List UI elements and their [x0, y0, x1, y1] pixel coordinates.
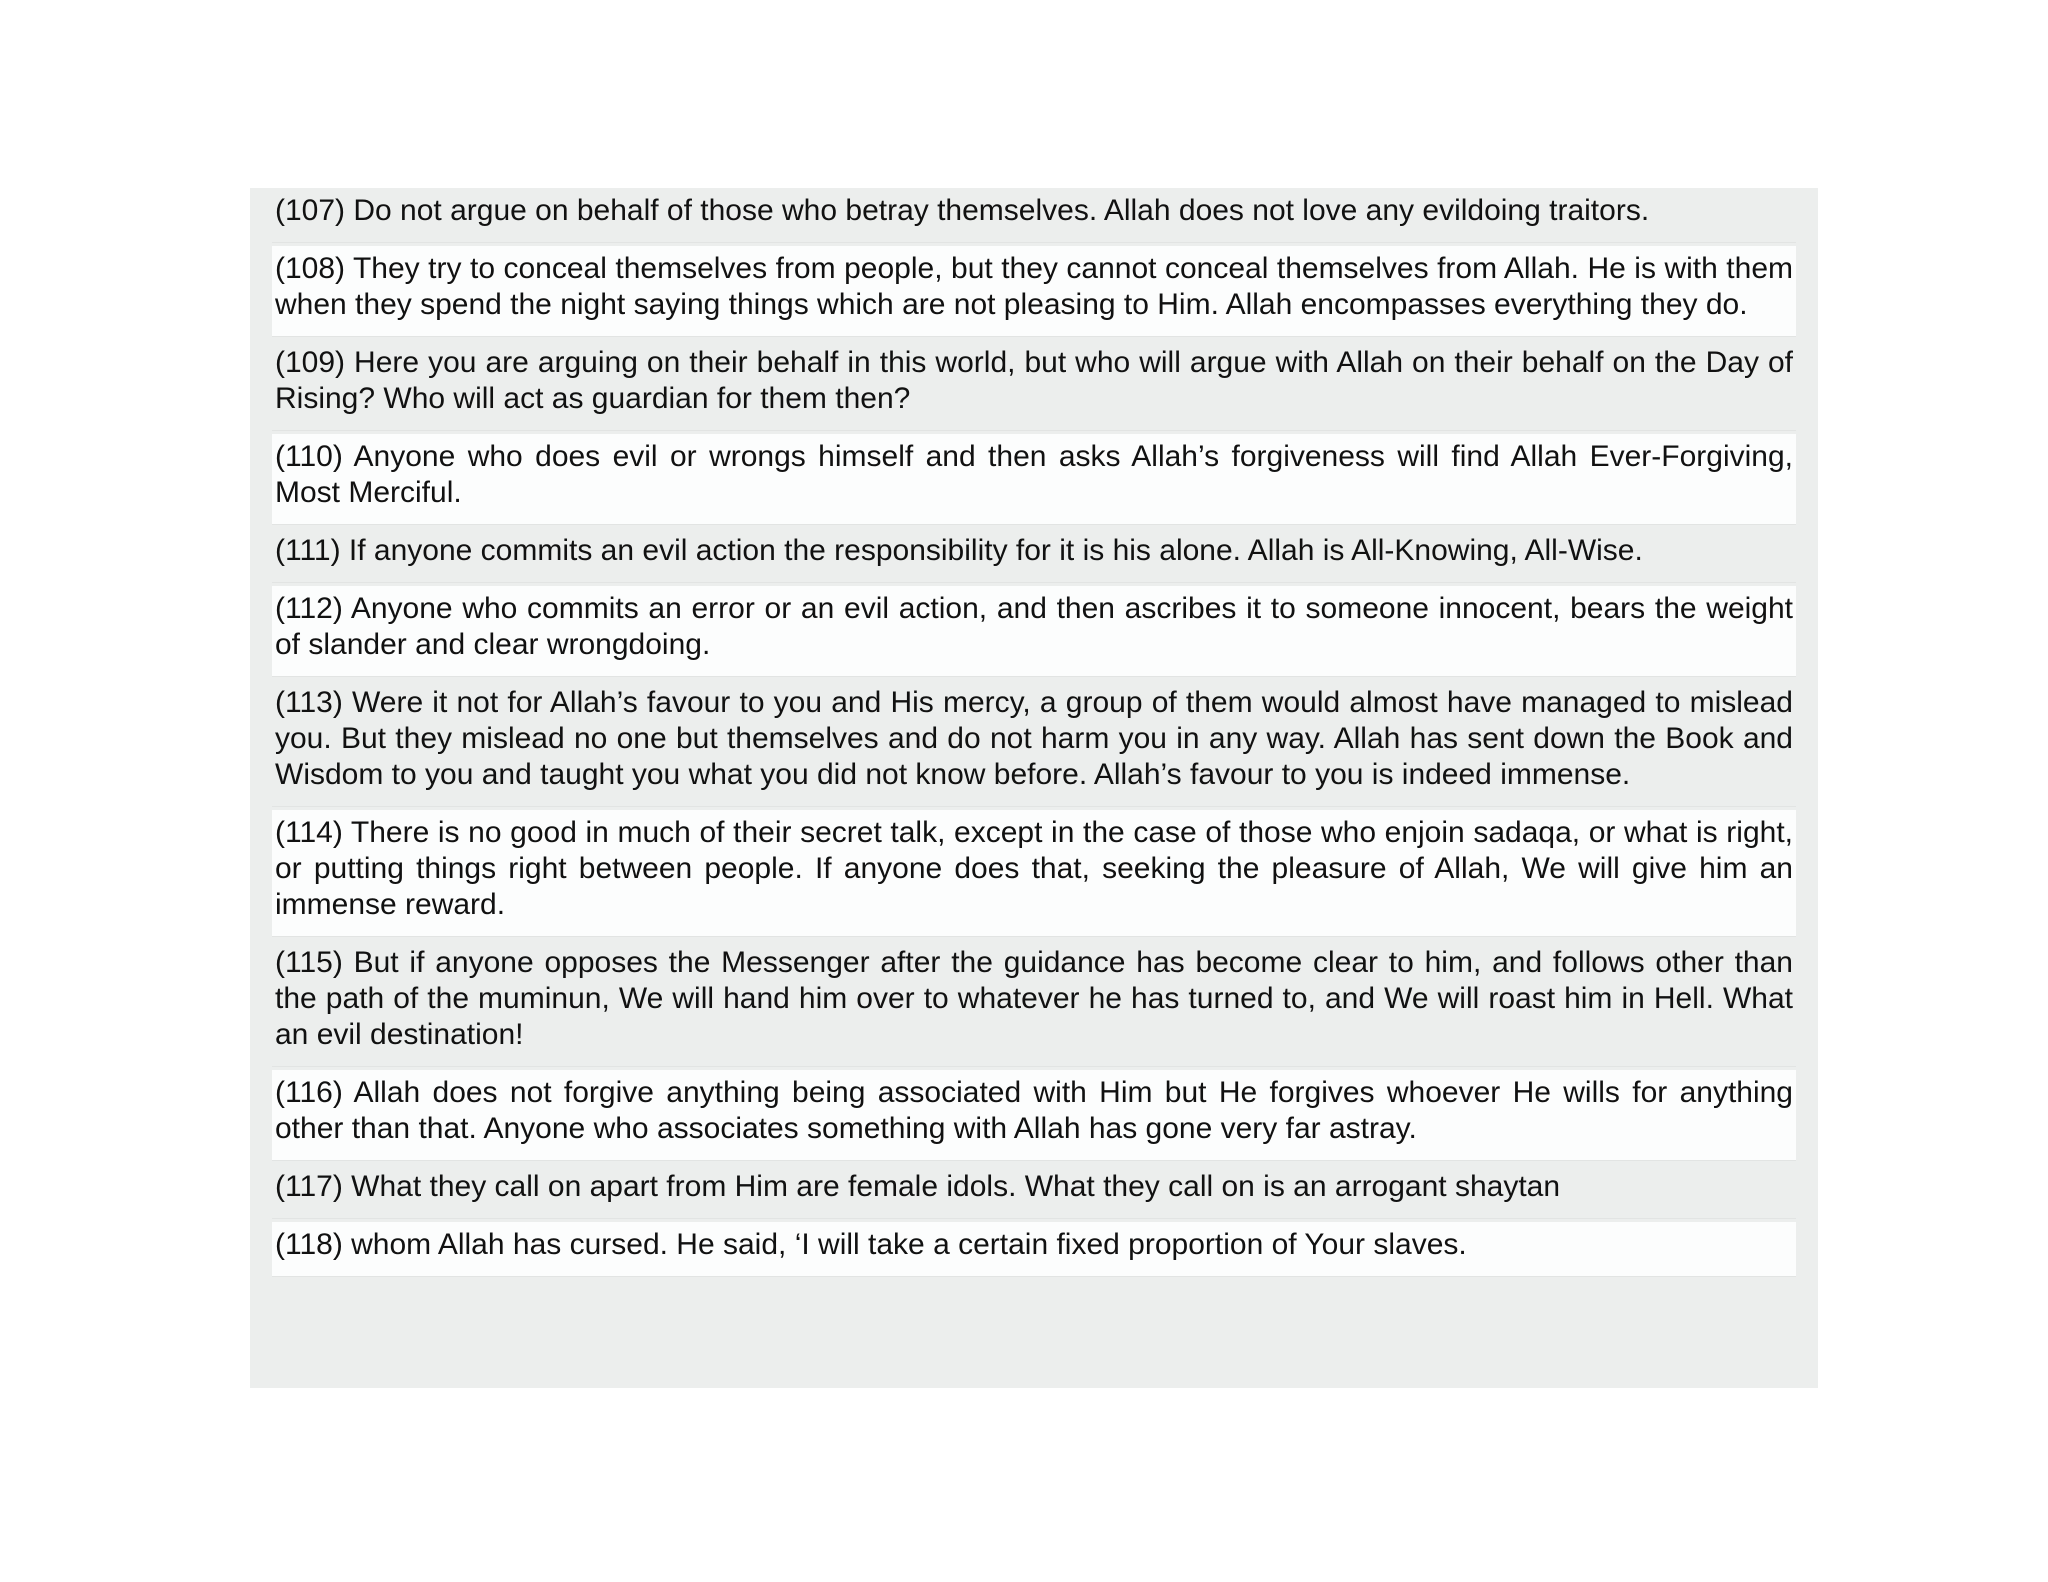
verse-text: (107) Do not argue on behalf of those who betray themselves. Allah does not love any evildoing traitors. [275, 194, 1650, 227]
verse-row [272, 340, 1796, 431]
verse-text: (118) whom Allah has cursed. He said, ‘I will take a certain fixed proportion of Your slaves. [275, 1228, 1467, 1261]
verse-row [272, 188, 1796, 243]
verse-text: (111) If anyone commits an evil action the responsibility for it is his alone. Allah is All-Knowing, All-Wise. [275, 534, 1643, 567]
verse-text: (115) But if anyone opposes the Messenger after the guidance has become clear to him, and follows other than the path of the muminun, We will hand him over to whatever he has turned to, and We will roast him in Hell. What an evil destination! [275, 946, 1793, 1051]
verse-row [272, 680, 1796, 807]
verse-text: (113) Were it not for Allah’s favour to you and His mercy, a group of them would almost have managed to mislead you. But they mislead no one but themselves and do not harm you in any way. Allah has sent down the Book and Wisdom to you and taught you what you did not know before. Allah’s favour to you is indeed immense. [275, 686, 1793, 791]
verse-text: (117) What they call on apart from Him are female idols. What they call on is an arrogant shaytan [275, 1170, 1561, 1203]
verse-row [272, 940, 1796, 1067]
verse-row [272, 434, 1796, 525]
verse-list [272, 188, 1796, 1277]
verse-text: (112) Anyone who commits an error or an evil action, and then ascribes it to someone innocent, bears the weight of slander and clear wrongdoing. [275, 592, 1793, 661]
verse-row [272, 246, 1796, 337]
verse-text: (114) There is no good in much of their secret talk, except in the case of those who enjoin sadaqa, or what is right, or putting things right between people. If anyone does that, seeking the pleasure of Allah, We will give him an immense reward. [275, 816, 1793, 921]
verse-text: (116) Allah does not forgive anything being associated with Him but He forgives whoever He wills for anything other than that. Anyone who associates something with Allah has gone very far astray. [275, 1076, 1793, 1145]
verse-row [272, 1222, 1796, 1277]
verse-text: (108) They try to conceal themselves from people, but they cannot conceal themselves from Allah. He is with them when they spend the night saying things which are not pleasing to Him. Allah encompasses everything they do. [275, 252, 1793, 321]
verse-table [250, 188, 1818, 1388]
verse-row [272, 586, 1796, 677]
verse-row [272, 1070, 1796, 1161]
verse-row [272, 1164, 1796, 1219]
verse-text: (109) Here you are arguing on their behalf in this world, but who will argue with Allah on their behalf on the Day of Rising? Who will act as guardian for them then? [275, 346, 1793, 415]
verse-row [272, 528, 1796, 583]
verse-row [272, 810, 1796, 937]
verse-text: (110) Anyone who does evil or wrongs himself and then asks Allah’s forgiveness will find Allah Ever-Forgiving, Most Merciful. [275, 440, 1793, 509]
